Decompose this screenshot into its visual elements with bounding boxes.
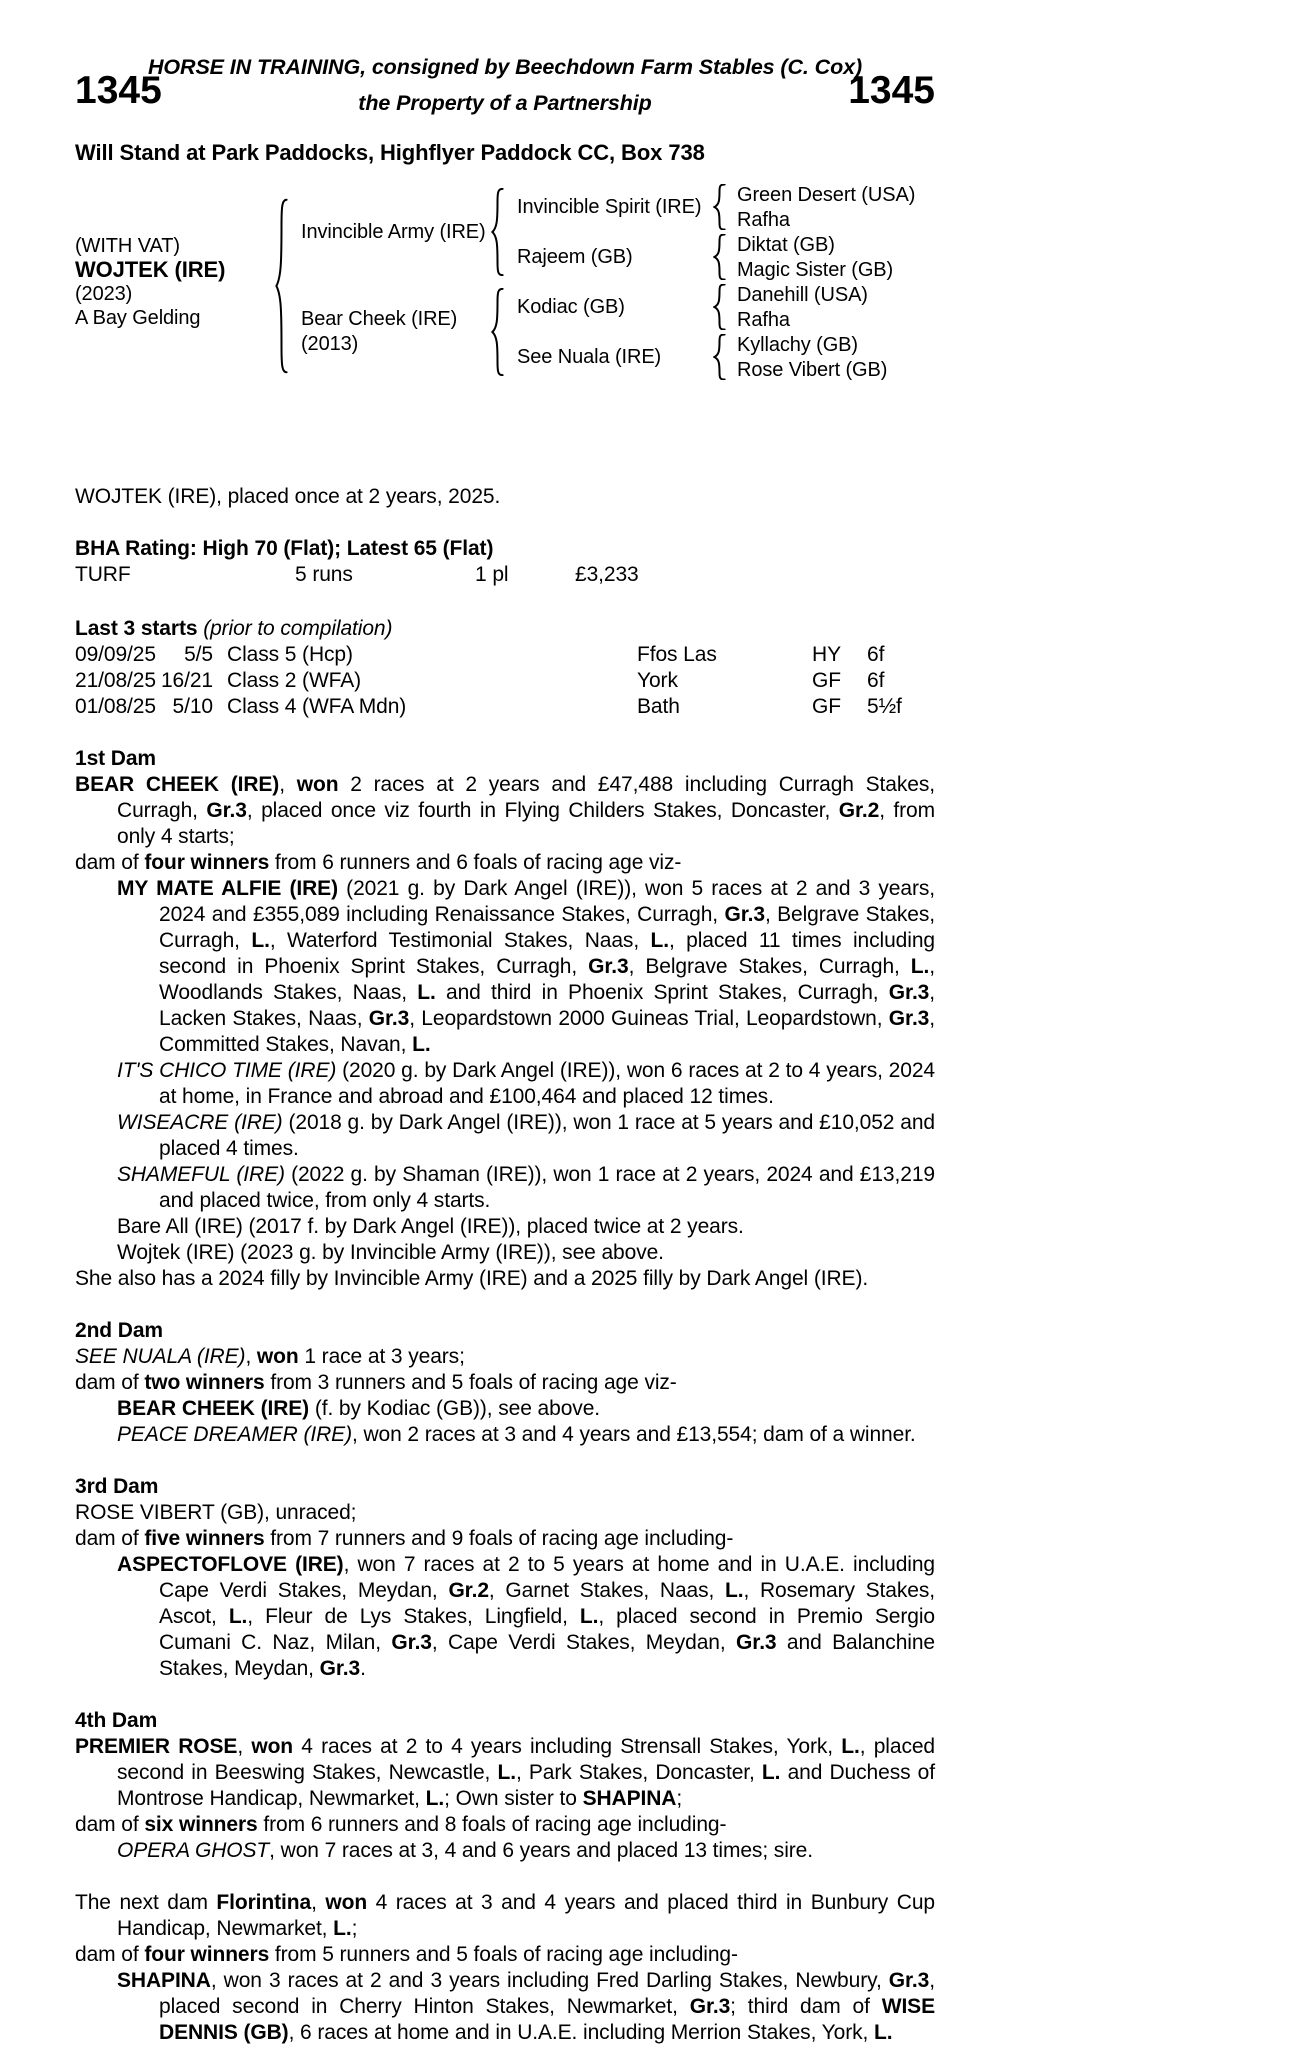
text-segment: , won 7 races at 3, 4 and 6 years and placed 13 times; sire. [269,1839,813,1862]
surface-label: TURF [75,563,131,586]
text-segment: L. [650,929,669,952]
text-segment: Gr.2 [838,799,880,822]
grandsire-name: Kodiac (GB) [517,296,625,318]
last-start-date: 01/08/25 [75,695,156,718]
text-segment: dam of [75,1527,145,1550]
text-segment: , placed once viz fourth in Flying Childers Stakes, Doncaster, [246,799,839,822]
dam-section [75,1474,935,1682]
brace-icon [491,182,517,282]
text-segment: , placed 11 times including second in Phoenix Sprint Stakes, Curragh, [159,929,935,978]
text-segment: and Balanchine Stakes, Meydan, [159,1631,935,1680]
text-segment: L. [251,929,270,952]
pedigree-paragraph [75,1968,935,2046]
text-segment: , [237,1735,252,1758]
bha-rating: BHA Rating: High 70 (Flat); Latest 65 (Flat) [75,537,494,560]
great-grandparent-name: Green Desert (USA) [737,183,916,206]
text-segment: Gr.3 [689,1995,731,2018]
last-starts-block [75,616,935,720]
text-segment: four winners [144,1943,270,1966]
text-segment: OPERA GHOST [117,1839,270,1862]
text-segment: L. [333,1917,352,1940]
text-segment: dam of [75,1371,145,1394]
pedigree-paragraph [75,1162,935,1214]
text-segment: , Lacken Stakes, Naas, [159,981,936,1030]
text-segment: Gr.2 [448,1579,489,1602]
text-segment: , Waterford Testimonial Stakes, Naas, [269,929,651,952]
pedigree-paragraph [75,1812,935,1838]
text-segment: won [251,1735,294,1758]
pedigree-paragraph [75,1240,935,1266]
text-segment: , placed second in Cherry Hinton Stakes, Newmarket, [159,1969,935,2018]
text-segment: ; [676,1787,683,1810]
text-segment: The next dam [75,1891,217,1914]
text-segment: L. [412,1033,431,1056]
text-segment: L. [417,981,436,1004]
pedigree-paragraph [75,1058,935,1110]
dam-year: (2013) [301,333,359,355]
pedigree-paragraph [75,1110,935,1162]
granddam-name: See Nuala (IRE) [517,346,662,368]
last-start-pos: 16/21 [160,669,213,692]
last-start-dist: 6f [867,643,885,666]
text-segment: L. [228,1605,248,1628]
pedigree-paragraph [75,1526,935,1552]
pedigree-paragraph [75,850,935,876]
pedigree-table [75,182,935,382]
granddam-name: Rajeem (GB) [517,246,633,268]
subject-description: A Bay Gelding [75,307,201,329]
text-segment: Gr.3 [724,903,765,926]
pedigree-paragraph [75,1552,935,1682]
dam-section [75,746,935,1292]
great-grandparent-name: Danehill (USA) [737,283,868,306]
last-start-row [75,642,935,668]
text-segment: Gr.3 [368,1007,410,1030]
pedigree-paragraph [75,1422,935,1448]
subject-name: WOJTEK (IRE) [75,257,226,282]
last-start-course: York [637,669,678,692]
text-segment: Bare All (IRE) (2017 f. by Dark Angel (IRE)), placed twice at 2 years. [117,1215,744,1238]
section-heading: 2nd Dam [75,1319,163,1342]
text-segment: Gr.3 [888,1969,930,1992]
brace-icon [713,232,737,282]
text-segment: Gr.3 [391,1631,432,1654]
pedigree-paragraph [75,1396,935,1422]
pedigree-paragraph [75,1266,935,1292]
places-value: 1 pl [475,563,509,586]
text-segment: Florintina [216,1891,312,1914]
pedigree-paragraph [75,1890,935,1942]
text-segment: , placed second in Beeswing Stakes, Newcastle, [117,1735,936,1784]
last-start-cls: Class 5 (Hcp) [227,643,353,666]
text-segment: SHAMEFUL (IRE) [117,1163,285,1186]
great-grandparent-name: Rose Vibert (GB) [737,358,888,381]
text-segment: , Cape Verdi Stakes, Meydan, [431,1631,737,1654]
text-segment: , Park Stakes, Doncaster, [515,1761,762,1784]
text-segment: ASPECTOFLOVE (IRE) [117,1553,344,1576]
sire-name: Invincible Army (IRE) [301,221,486,243]
dam-section [75,1708,935,1864]
text-segment: , [311,1891,326,1914]
text-segment: (2021 g. by Dark Angel (IRE)), won 5 races at 2 and 3 years, 2024 and £355,089 including Renaissance Stakes, Curragh, [159,877,935,926]
text-segment: , Belgrave Stakes, Curragh, [159,903,935,952]
lot-number-left: 1345 [75,69,162,112]
last-start-date: 09/09/25 [75,643,156,666]
text-segment: L. [873,2021,893,2044]
text-segment: , Woodlands Stakes, Naas, [159,955,936,1004]
brace-icon [275,182,301,382]
dam-section [75,1890,935,2046]
text-segment: and Duchess of Montrose Handicap, Newmarket, [117,1761,935,1810]
text-segment: five winners [144,1527,265,1550]
text-segment: (2018 g. by Dark Angel (IRE)), won 1 race at 5 years and £10,052 and placed 4 times. [159,1111,935,1160]
text-segment: , placed second in Premio Sergio Cumani C. Naz, Milan, [159,1605,935,1654]
text-segment: Gr.3 [319,1657,361,1680]
text-segment: 4 races at 3 and 4 years and placed third in Bunbury Cup Handicap, Newmarket, [117,1891,935,1940]
last-start-cls: Class 2 (WFA) [227,669,362,692]
section-heading: 3rd Dam [75,1475,159,1498]
pedigree-paragraph [75,1942,935,1968]
grandsire-name: Invincible Spirit (IRE) [517,196,702,218]
text-segment: , won 2 races at 3 and 4 years and £13,554; dam of a winner. [351,1423,916,1446]
runs-value: 5 runs [295,563,353,586]
lot-number-right: 1345 [848,69,935,112]
text-segment: PREMIER ROSE [75,1735,238,1758]
pedigree-paragraph [75,1500,935,1526]
last-starts-rows [75,642,935,720]
last-start-course: Ffos Las [637,643,717,666]
dam-name: Bear Cheek (IRE) [301,308,458,330]
dam-sections [75,746,935,2046]
text-segment: 4 races at 2 to 4 years including Strensall Stakes, York, [293,1735,842,1758]
pedigree-paragraph [75,1344,935,1370]
text-segment: , [245,1345,257,1368]
last-start-going: GF [812,695,841,718]
last-start-row [75,694,935,720]
text-segment: six winners [144,1813,258,1836]
text-segment: from 3 runners and 5 foals of racing age viz- [264,1371,677,1394]
text-segment: L. [910,955,930,978]
text-segment: (2020 g. by Dark Angel (IRE)), won 6 races at 2 to 4 years, 2024 at home, in France and abroad and £100,464 and placed 12 times. [159,1059,935,1108]
subject-year: (2023) [75,283,133,305]
last-starts-subtitle: (prior to compilation) [203,617,393,640]
text-segment: , Fleur de Lys Stakes, Lingfield, [247,1605,580,1628]
text-segment: won [256,1345,299,1368]
last-starts-title: Last 3 starts [75,617,198,640]
last-start-cls: Class 4 (WFA Mdn) [227,695,407,718]
text-segment: SEE NUALA (IRE) [75,1345,246,1368]
text-segment: dam of [75,1813,145,1836]
text-segment: , Leopardstown 2000 Guineas Trial, Leopardstown, [409,1007,889,1030]
text-segment: , from only 4 starts; [117,799,935,848]
text-segment: four winners [144,851,270,874]
text-segment: SHAPINA [582,1787,677,1810]
text-segment: from 6 runners and 8 foals of racing age including- [257,1813,727,1836]
text-segment: PEACE DREAMER (IRE) [117,1423,352,1446]
text-segment: IT'S CHICO TIME (IRE) [117,1059,337,1082]
text-segment: from 6 runners and 6 foals of racing age viz- [269,851,682,874]
text-segment: ; Own sister to [444,1787,583,1810]
text-segment: dam of [75,851,145,874]
text-segment: WISE DENNIS (GB) [159,1995,935,2044]
dam-section [75,1318,935,1448]
pedigree-paragraph [75,772,935,850]
section-heading: 1st Dam [75,747,157,770]
earnings-value: £3,233 [575,563,639,586]
section-heading: 4th Dam [75,1709,158,1732]
last-start-course: Bath [637,695,680,718]
property-line: the Property of a Partnership [358,91,652,115]
text-segment: dam of [75,1943,145,1966]
text-segment: L. [761,1761,781,1784]
last-starts-title-row [75,616,935,642]
text-segment: , 6 races at home and in U.A.E. including Merrion Stakes, York, [288,2021,874,2044]
text-segment: two winners [144,1371,265,1394]
text-segment: ; [351,1917,358,1940]
great-grandparent-name: Rafha [737,208,790,231]
last-start-dist: 5½f [867,695,902,718]
text-segment: Gr.3 [206,799,247,822]
pedigree-paragraph [75,1838,935,1864]
text-segment: SHAPINA [117,1969,211,1992]
text-segment: , Committed Stakes, Navan, [159,1007,936,1056]
text-segment: from 5 runners and 5 foals of racing age including- [269,1943,738,1966]
pedigree-paragraph [75,1214,935,1240]
last-start-going: GF [812,669,841,692]
text-segment: , Belgrave Stakes, Curragh, [628,955,911,978]
brace-icon [713,182,737,232]
text-segment: and third in Phoenix Sprint Stakes, Curragh, [435,981,889,1004]
text-segment: 1 race at 3 years; [298,1345,465,1368]
text-segment: , Rosemary Stakes, Ascot, [159,1579,935,1628]
text-segment: L. [841,1735,860,1758]
text-segment: Gr.3 [736,1631,777,1654]
turf-record-row [75,562,935,588]
text-segment: Gr.3 [888,1007,930,1030]
text-segment: L. [425,1787,445,1810]
brace-icon [713,332,737,382]
text-segment: (f. by Kodiac (GB)), see above. [309,1397,601,1420]
text-segment: L. [497,1761,516,1784]
text-segment: BEAR CHEEK (IRE) [75,773,280,796]
text-segment: , won 7 races at 2 to 5 years at home and in U.A.E. including Cape Verdi Stakes, Meydan, [159,1553,935,1602]
pedigree-paragraph [75,1734,935,1812]
text-segment: won [325,1891,368,1914]
last-start-going: HY [812,643,841,666]
text-segment: 2 races at 2 years and £47,488 including Curragh Stakes, Curragh, [117,773,935,822]
text-segment: Gr.3 [588,955,629,978]
great-grandparent-name: Kyllachy (GB) [737,333,858,356]
dam-block [301,282,491,382]
text-segment: , Garnet Stakes, Naas, [488,1579,726,1602]
last-start-pos: 5/10 [172,695,213,718]
text-segment: , [279,773,297,796]
text-segment: from 7 runners and 9 foals of racing age including- [264,1527,734,1550]
last-start-row [75,668,935,694]
last-start-dist: 6f [867,669,885,692]
brace-icon [491,282,517,382]
text-segment: ROSE VIBERT (GB), unraced; [75,1501,357,1524]
text-segment: . [360,1657,366,1680]
vat-note: (WITH VAT) [75,235,180,257]
text-segment: ; third dam of [730,1995,882,2018]
text-segment: BEAR CHEEK (IRE) [117,1397,310,1420]
stand-location: Will Stand at Park Paddocks, Highflyer Paddock CC, Box 738 [75,140,705,165]
race-summary: WOJTEK (IRE), placed once at 2 years, 2025. [75,485,501,508]
great-grandparent-name: Magic Sister (GB) [737,258,894,281]
great-grandparent-name: Rafha [737,308,790,331]
text-segment: Wojtek (IRE) (2023 g. by Invincible Army (IRE)), see above. [117,1241,664,1264]
text-segment: She also has a 2024 filly by Invincible Army (IRE) and a 2025 filly by Dark Angel (IRE). [75,1267,869,1290]
text-segment: Gr.3 [888,981,930,1004]
text-segment: won [296,773,339,796]
text-segment: , won 3 races at 2 and 3 years including Fred Darling Stakes, Newbury, [210,1969,889,1992]
consignment-line: HORSE IN TRAINING, consigned by Beechdown Farm Stables (C. Cox) [147,55,863,79]
text-segment: L. [725,1579,744,1602]
text-segment: WISEACRE (IRE) [117,1111,283,1134]
text-segment: (2022 g. by Shaman (IRE)), won 1 race at 2 years, 2024 and £13,219 and placed twice, from only 4 starts. [159,1163,935,1212]
lot-row [75,69,935,128]
last-start-date: 21/08/25 [75,669,156,692]
text-segment: MY MATE ALFIE (IRE) [117,877,338,900]
great-grandparent-name: Diktat (GB) [737,233,835,256]
catalogue-page [75,0,935,2046]
brace-icon [713,282,737,332]
pedigree-paragraph [75,876,935,1058]
last-start-pos: 5/5 [184,643,213,666]
subject-info [75,182,275,382]
text-segment: L. [579,1605,599,1628]
pedigree-paragraph [75,1370,935,1396]
